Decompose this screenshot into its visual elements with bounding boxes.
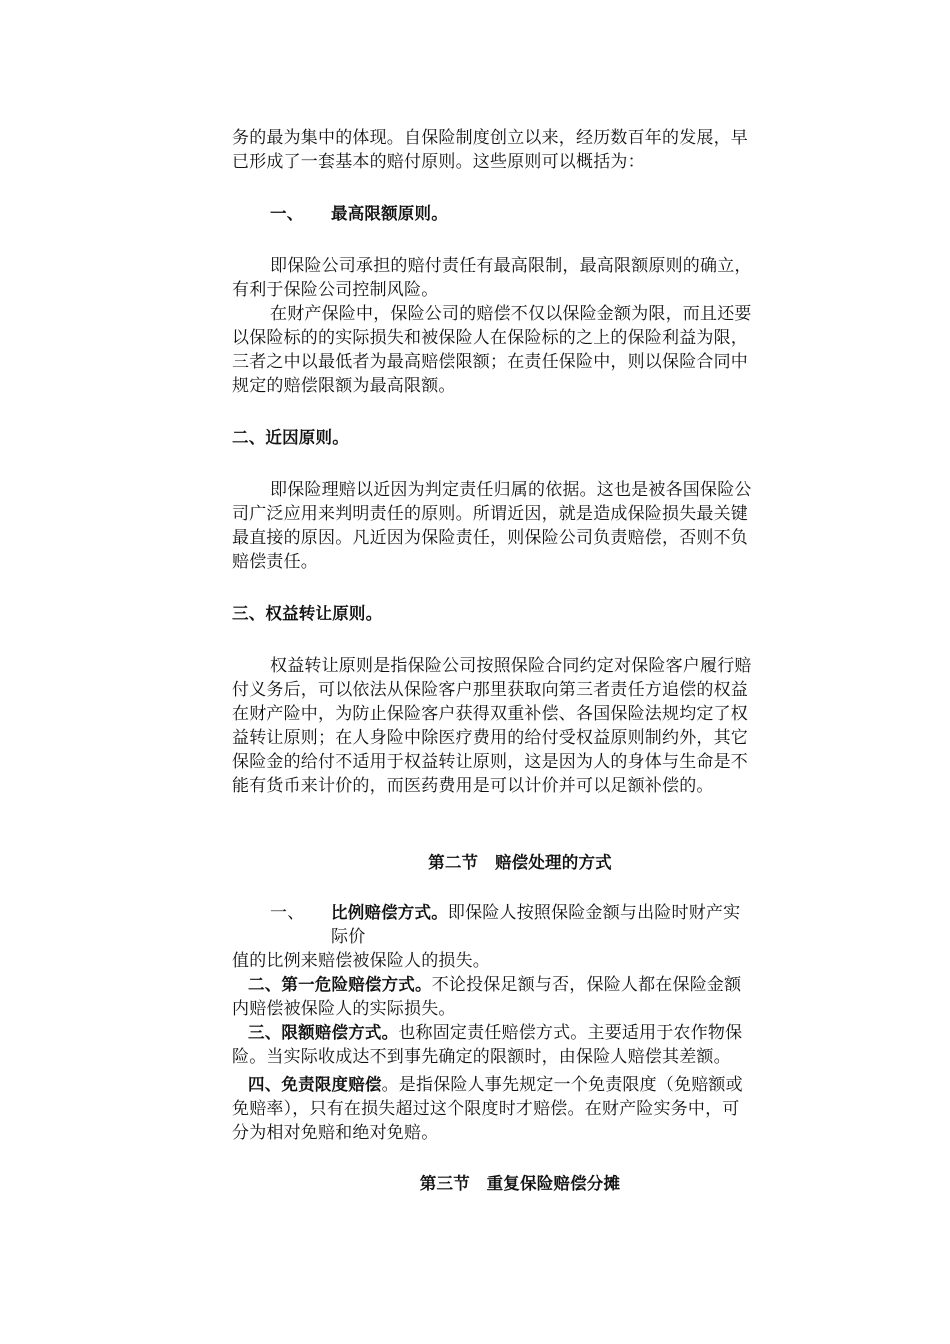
principle-3-line-1: 权益转让原则是指保险公司按照保险合同约定对保险客户履行赔 bbox=[270, 656, 752, 676]
principle-1-number: 一、 bbox=[270, 204, 304, 223]
principle-3-line-4: 益转让原则；在人身险中除医疗费用的给付受权益原则制约外，其它 bbox=[232, 728, 748, 748]
principle-1-para2-line-1: 在财产保险中，保险公司的赔偿不仅以保险金额为限，而且还要 bbox=[270, 304, 752, 324]
method-3-title: 三、限额赔偿方式。 bbox=[248, 1023, 399, 1042]
principle-2-line-2: 司广泛应用来判明责任的原则。所谓近因，就是造成保险损失最关键 bbox=[232, 504, 748, 524]
method-1-text: 即保险人按照保险金额与出险时财产实 bbox=[447, 903, 741, 923]
method-2-text: 不论投保足额与否，保险人都在保险金额 bbox=[431, 975, 742, 995]
method-4-text: 。是指保险人事先规定一个免责限度（免赔额或 bbox=[381, 1075, 743, 1095]
method-4-line bbox=[248, 1073, 743, 1097]
principle-2-line-1: 即保险理赔以近因为判定责任归属的依据。这也是被各国保险公 bbox=[270, 480, 752, 500]
principle-2-heading: 二、近因原则。 bbox=[232, 428, 349, 447]
principle-3-line-6: 能有货币来计价的，而医药费用是可以计价并可以足额补偿的。 bbox=[232, 776, 714, 796]
method-3-line bbox=[248, 1021, 742, 1045]
principle-1-para1-line-2: 有利于保险公司控制风险。 bbox=[232, 280, 439, 300]
method-4-continuation-2: 分为相对免赔和绝对免赔。 bbox=[232, 1123, 439, 1143]
method-1-wrap: 际价 bbox=[331, 927, 366, 947]
principle-1-para2-line-4: 规定的赔偿限额为最高限额。 bbox=[232, 376, 456, 396]
principle-3-line-2: 付义务后，可以依法从保险客户那里获取向第三者责任方追偿的权益 bbox=[232, 680, 748, 700]
method-1-title: 比例赔偿方式。 bbox=[331, 903, 448, 922]
method-1-number: 一、 bbox=[270, 903, 305, 923]
section-2-title: 第二节 赔偿处理的方式 bbox=[428, 853, 612, 872]
principle-1-para1-line-1: 即保险公司承担的赔付责任有最高限制，最高限额原则的确立， bbox=[270, 256, 752, 276]
principle-1-para2-line-2: 以保险标的的实际损失和被保险人在保险标的之上的保险利益为限， bbox=[232, 328, 748, 348]
intro-line-2: 已形成了一套基本的赔付原则。这些原则可以概括为： bbox=[232, 152, 645, 172]
method-1-line bbox=[331, 901, 740, 925]
principle-1-para2-line-3: 三者之中以最低者为最高赔偿限额；在责任保险中，则以保险合同中 bbox=[232, 352, 748, 372]
method-3-text: 也称固定责任赔偿方式。主要适用于农作物保 bbox=[398, 1023, 743, 1043]
section-3-title: 第三节 重复保险赔偿分摊 bbox=[419, 1174, 621, 1193]
method-2-line bbox=[248, 973, 741, 997]
principle-3-heading: 三、权益转让原则。 bbox=[232, 604, 383, 623]
principle-3-line-5: 保险金的给付不适用于权益转让原则，这是因为人的身体与生命是不 bbox=[232, 752, 748, 772]
method-4-title: 四、免责限度赔偿 bbox=[248, 1075, 382, 1094]
principle-2-line-3: 最直接的原因。凡近因为保险责任，则保险公司负责赔偿，否则不负 bbox=[232, 528, 748, 548]
intro-line-1: 务的最为集中的体现。自保险制度创立以来，经历数百年的发展，早 bbox=[232, 128, 748, 148]
method-2-title: 二、第一危险赔偿方式。 bbox=[248, 975, 432, 994]
method-2-continuation: 内赔偿被保险人的实际损失。 bbox=[232, 999, 456, 1019]
principle-3-line-3: 在财产险中，为防止保险客户获得双重补偿、各国保险法规均定了权 bbox=[232, 704, 748, 724]
method-3-continuation: 险。当实际收成达不到事先确定的限额时，由保险人赔偿其差额。 bbox=[232, 1047, 731, 1067]
principle-1-title: 最高限额原则。 bbox=[331, 204, 448, 223]
method-4-continuation-1: 免赔率），只有在损失超过这个限度时才赔偿。在财产险实务中，可 bbox=[232, 1099, 740, 1119]
principle-2-line-4: 赔偿责任。 bbox=[232, 552, 318, 572]
method-1-continuation: 值的比例来赔偿被保险人的损失。 bbox=[232, 951, 490, 971]
